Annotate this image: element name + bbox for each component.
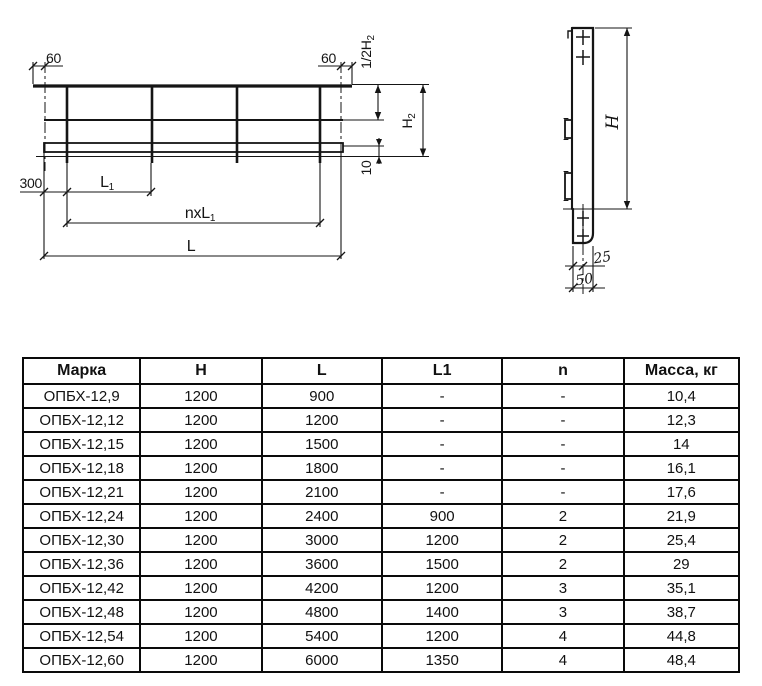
table-cell: 1500 — [262, 432, 382, 456]
table-cell: 1200 — [140, 432, 261, 456]
table-cell: 900 — [262, 384, 382, 408]
table-cell: 3 — [502, 576, 623, 600]
dimension-60-left — [29, 50, 63, 70]
table-cell: 900 — [382, 504, 502, 528]
table-cell: 1200 — [382, 576, 502, 600]
table-cell: 1200 — [140, 384, 261, 408]
table-cell: 17,6 — [624, 480, 739, 504]
table-cell: ОПБХ-12,60 — [23, 648, 140, 672]
table-cell: - — [502, 480, 623, 504]
table-cell: 4800 — [262, 600, 382, 624]
table-row — [23, 480, 739, 504]
table-cell: 5400 — [262, 624, 382, 648]
table-cell: 1500 — [382, 552, 502, 576]
svg-text:25: 25 — [592, 248, 613, 268]
table-cell: - — [502, 384, 623, 408]
table-row — [23, 432, 739, 456]
table-cell: ОПБХ-12,42 — [23, 576, 140, 600]
table-cell: 21,9 — [624, 504, 739, 528]
front-view-drawing — [0, 0, 470, 300]
table-cell: - — [382, 384, 502, 408]
table-cell: 14 — [624, 432, 739, 456]
table-cell: 35,1 — [624, 576, 739, 600]
table-cell: 3000 — [262, 528, 382, 552]
table-cell: - — [382, 432, 502, 456]
table-row — [23, 648, 739, 672]
table-cell: ОПБХ-12,18 — [23, 456, 140, 480]
table-cell: 44,8 — [624, 624, 739, 648]
table-cell: 1200 — [140, 504, 261, 528]
table-cell: - — [382, 408, 502, 432]
table-row — [23, 576, 739, 600]
svg-text:300: 300 — [19, 175, 42, 191]
table-row — [23, 600, 739, 624]
dimension-h2 — [399, 85, 426, 157]
table-cell: ОПБХ-12,54 — [23, 624, 140, 648]
table-cell: 1200 — [140, 408, 261, 432]
column-header: L1 — [382, 358, 502, 384]
table-cell: - — [502, 456, 623, 480]
table-cell: 1200 — [140, 552, 261, 576]
table-cell: 1200 — [140, 648, 261, 672]
table-cell: 2100 — [262, 480, 382, 504]
column-header: Н — [140, 358, 261, 384]
table-row — [23, 552, 739, 576]
svg-text:1/2H2: $1/2H_2$ — [358, 35, 377, 69]
table-cell: 1200 — [140, 624, 261, 648]
svg-text:H: H — [603, 114, 623, 130]
column-header: Марка — [23, 358, 140, 384]
dim-label: 60 — [321, 50, 336, 66]
svg-text:10: 10 — [358, 160, 374, 176]
table-cell: ОПБХ-12,12 — [23, 408, 140, 432]
svg-text:H2: $H_2$ — [399, 113, 418, 129]
table-cell: - — [382, 480, 502, 504]
svg-text:50: 50 — [574, 270, 595, 290]
svg-text:L: L — [186, 238, 196, 255]
table-cell: 10,4 — [624, 384, 739, 408]
dimension-50 — [565, 271, 605, 292]
table-body — [23, 384, 739, 672]
side-view-drawing — [515, 0, 762, 310]
table-cell: ОПБХ-12,36 — [23, 552, 140, 576]
dimension-300 — [20, 175, 71, 196]
table-cell: 1400 — [382, 600, 502, 624]
table-cell: 38,7 — [624, 600, 739, 624]
table-cell: 2 — [502, 504, 623, 528]
table-cell: 48,4 — [624, 648, 739, 672]
table-cell: ОПБХ-12,30 — [23, 528, 140, 552]
table-cell: ОПБХ-12,24 — [23, 504, 140, 528]
table-cell: - — [382, 456, 502, 480]
dimension-nxl1 — [63, 205, 324, 227]
table-cell: 1350 — [382, 648, 502, 672]
table-cell: 2 — [502, 552, 623, 576]
table-cell: - — [502, 408, 623, 432]
table-cell: 12,3 — [624, 408, 739, 432]
table-cell: - — [502, 432, 623, 456]
table-cell: 4200 — [262, 576, 382, 600]
table-cell: 2400 — [262, 504, 382, 528]
dim-label: 60 — [46, 50, 61, 66]
specification-table — [22, 357, 740, 673]
table-cell: 1200 — [140, 600, 261, 624]
table-cell: 1200 — [382, 528, 502, 552]
table-row — [23, 624, 739, 648]
dimension-l1 — [67, 174, 155, 196]
svg-text:nxL1: nxL1 — [184, 205, 216, 224]
side-profile-outline — [564, 28, 593, 243]
table-cell: ОПБХ-12,21 — [23, 480, 140, 504]
table-cell: ОПБХ-12,9 — [23, 384, 140, 408]
svg-text:L1: L1 — [100, 174, 114, 193]
table-row — [23, 408, 739, 432]
table-cell: 16,1 — [624, 456, 739, 480]
column-header: Масса, кг — [624, 358, 739, 384]
table-cell: 1200 — [140, 576, 261, 600]
table-cell: 1200 — [140, 456, 261, 480]
table-cell: ОПБХ-12,48 — [23, 600, 140, 624]
table-cell: 4 — [502, 648, 623, 672]
table-row — [23, 504, 739, 528]
table-cell: 2 — [502, 528, 623, 552]
dimension-60-right — [318, 50, 356, 70]
table-cell: 1200 — [382, 624, 502, 648]
column-header: n — [502, 358, 623, 384]
dimension-half-h2 — [358, 34, 381, 120]
table-cell: ОПБХ-12,15 — [23, 432, 140, 456]
table-cell: 3600 — [262, 552, 382, 576]
table-row — [23, 528, 739, 552]
table-row — [23, 456, 739, 480]
table-cell: 1200 — [140, 480, 261, 504]
table-cell: 3 — [502, 600, 623, 624]
extension-lines — [33, 62, 429, 259]
table-cell: 29 — [624, 552, 739, 576]
table-cell: 1800 — [262, 456, 382, 480]
dimension-l — [40, 238, 345, 260]
dimension-h — [563, 28, 632, 209]
table-row — [23, 384, 739, 408]
table-cell: 6000 — [262, 648, 382, 672]
table-header-row — [23, 358, 739, 384]
table-cell: 1200 — [140, 528, 261, 552]
table-cell: 4 — [502, 624, 623, 648]
table-cell: 1200 — [262, 408, 382, 432]
table-cell: 25,4 — [624, 528, 739, 552]
column-header: L — [262, 358, 382, 384]
